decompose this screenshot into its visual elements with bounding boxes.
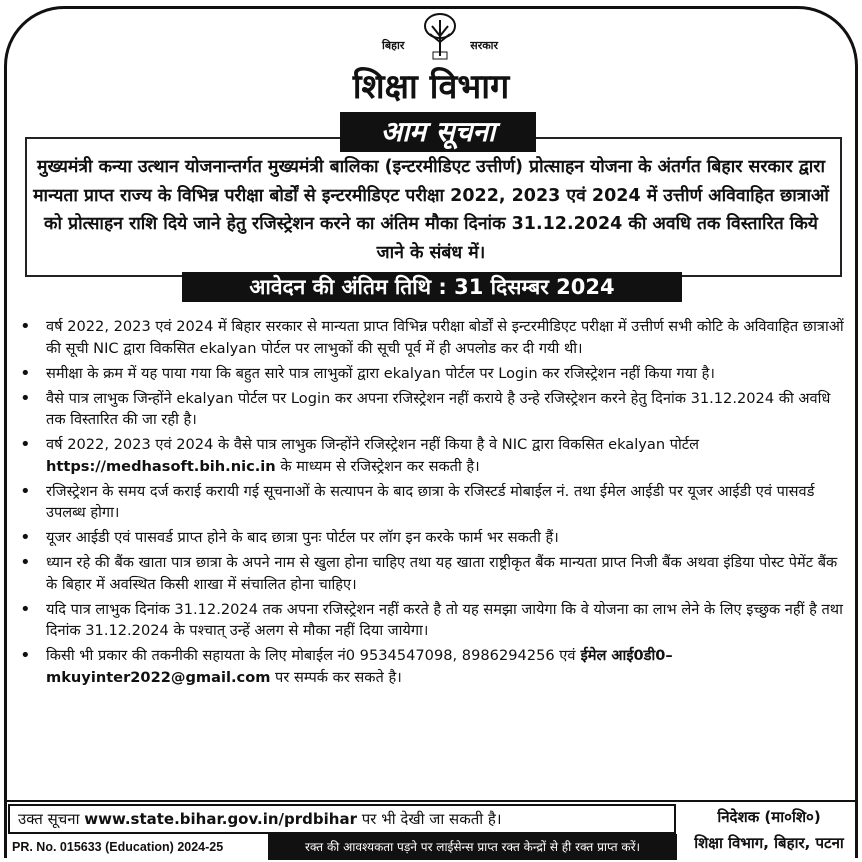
intro-text: मुख्यमंत्री कन्या उत्थान योजनान्तर्गत मुख्यमंत्री बालिका (इन्टरमीडिएट उत्तीर्ण) प्रोत्साहन योजना के अंतर्गत बिहार सरकार द्वारा मान्यता प्राप्त राज्य के विभिन्न परीक्षा बोर्डों से इन्टरमीडिएट परीक्षा 2022, 2023 एवं 2024 में उत्तीर्ण अविवाहित छात्राओं को प्रोत्साहन राशि दिये जाने हेतु रजिस्ट्रेशन करने का अंतिम मौका दिनांक 31.12.2024 की अवधि तक विस्तारित किये जाने के संबंध में। bbox=[33, 157, 829, 263]
signatory-department: शिक्षा विभाग, बिहार, पटना bbox=[694, 834, 844, 852]
list-item bbox=[18, 527, 846, 549]
portal-url-link[interactable]: https://medhasoft.bih.nic.in bbox=[46, 457, 276, 475]
point-text: वर्ष 2022, 2023 एवं 2024 में बिहार सरकार से मान्यता प्राप्त विभिन्न परीक्षा बोर्डों से इन्टरमीडिएट परीक्षा में उत्तीर्ण सभी कोटि के अविवाहित छात्राओं की सूची NIC द्वारा विकसित ekalyan पोर्टल पर लाभुकों की सूची पूर्व में ही अपलोड कर दी गयी थी। bbox=[46, 318, 844, 357]
list-item bbox=[18, 388, 846, 431]
list-item bbox=[18, 316, 846, 359]
signatory-title: निदेशक (मा०शि०) bbox=[717, 808, 821, 826]
website-note-suffix: पर भी देखी जा सकती है। bbox=[357, 810, 502, 828]
point-text: वर्ष 2022, 2023 एवं 2024 के वैसे पात्र लाभुक जिन्होंने रजिस्ट्रेशन नहीं किया है वे NIC द्वारा विकसित ekalyan पोर्टल bbox=[46, 436, 700, 453]
list-item bbox=[18, 481, 846, 524]
notice-points bbox=[18, 316, 846, 692]
bodhi-tree-icon bbox=[420, 12, 460, 60]
point-text: के माध्यम से रजिस्ट्रेशन कर सकती है। bbox=[275, 457, 480, 475]
point-text: रजिस्ट्रेशन के समय दर्ज कराई करायी गई सूचनाओं के सत्यापन के बाद छात्रा के रजिस्टर्ड मोबाईल नं. तथा ईमेल आईडी पर यूजर आईडी एवं पासवर्ड उपलब्ध होगा। bbox=[46, 482, 815, 521]
website-note bbox=[8, 804, 676, 834]
list-item bbox=[18, 363, 846, 385]
email-label: ईमेल आई0डी0– bbox=[575, 647, 673, 664]
bihar-govt-logo bbox=[380, 12, 500, 64]
point-text: पर सम्पर्क कर सकते है। bbox=[270, 668, 402, 686]
point-text: यदि पात्र लाभुक दिनांक 31.12.2024 तक अपना रजिस्ट्रेशन नहीं करते है तो यह समझा जायेगा कि वे योजना का लाभ लेने के लिए इच्छुक नहीं है तथा दिनांक 31.12.2024 के पश्चात् उन्हें अलग से मौका नहीं दिया जायेगा। bbox=[46, 600, 843, 639]
notice-heading: आम सूचना bbox=[340, 112, 536, 152]
deadline-banner: आवेदन की अंतिम तिथि : 31 दिसम्बर 2024 bbox=[182, 272, 682, 302]
list-item bbox=[18, 434, 846, 477]
website-link[interactable]: www.state.bihar.gov.in/prdbihar bbox=[84, 810, 357, 828]
point-text: किसी भी प्रकार की तकनीकी सहायता के लिए मोबाईल नं0 9534547098, 8986294256 एवं bbox=[46, 647, 576, 664]
department-title: शिक्षा विभाग bbox=[352, 67, 510, 107]
pr-number: PR. No. 015633 (Education) 2024-25 bbox=[12, 840, 224, 854]
point-text: यूजर आईडी एवं पासवर्ड प्राप्त होने के बाद छात्रा पुनः पोर्टल पर लॉग इन करके फार्म भर सकती हैं। bbox=[46, 529, 559, 546]
point-text: समीक्षा के क्रम में यह पाया गया कि बहुत सारे पात्र लाभुकों द्वारा ekalyan पोर्टल पर Login कर रजिस्ट्रेशन नहीं किया गया है। bbox=[46, 364, 715, 382]
point-text: वैसे पात्र लाभुक जिन्होंने ekalyan पोर्टल पर Login कर अपना रजिस्ट्रेशन नहीं कराये है उन्हे रजिस्ट्रेशन करने हेतु दिनांक 31.12.2024 की अवधि तक विस्तारित की जा रही है। bbox=[46, 389, 831, 428]
blood-notice: रक्त की आवश्यकता पड़ने पर लाईसेन्स प्राप्त रक्त केन्द्रों से ही रक्त प्राप्त करें। bbox=[268, 834, 677, 860]
email-link[interactable]: mkuyinter2022@gmail.com bbox=[46, 668, 271, 686]
list-item bbox=[18, 599, 846, 642]
point-text: ध्यान रहे की बैंक खाता पात्र छात्रा के अपने नाम से खुला होना चाहिए तथा यह खाता राष्ट्रीकृत बैंक मान्यता प्राप्त निजी बैंक अथवा इंडिया पोस्ट पेमेंट बैंक के बिहार में अवस्थित किसी शाखा में संचालित होना चाहिए। bbox=[46, 554, 838, 593]
website-note-prefix: उक्त सूचना bbox=[18, 810, 85, 828]
footer bbox=[4, 800, 858, 858]
logo-left-text: बिहार bbox=[382, 39, 405, 52]
list-item bbox=[18, 645, 846, 688]
list-item bbox=[18, 552, 846, 595]
logo-right-text: सरकार bbox=[470, 39, 498, 52]
signatory bbox=[680, 804, 858, 856]
